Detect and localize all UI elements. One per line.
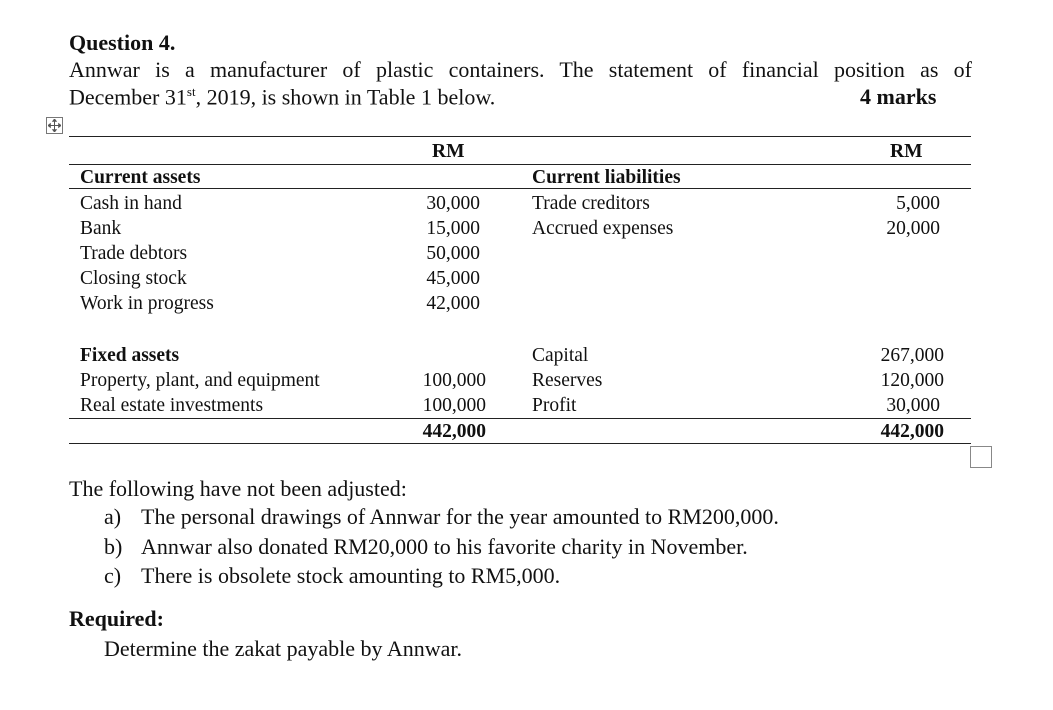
table-move-handle[interactable]: [46, 117, 63, 134]
list-item: Annwar also donated RM20,000 to his favorite charity in November.: [141, 534, 748, 559]
current-assets-heading: Current assets: [80, 167, 201, 188]
intro-date-text: December 31: [69, 84, 187, 110]
currency-header-left: RM: [432, 141, 465, 162]
table-row-value: 120,000: [880, 370, 944, 391]
currency-header-right: RM: [890, 141, 923, 162]
table-bottom-rule: [69, 443, 971, 444]
table-row-value: 20,000: [886, 218, 940, 239]
table-row-value: 30,000: [886, 395, 940, 416]
left-total-value: 442,000: [422, 421, 486, 442]
table-row-value: 100,000: [422, 370, 486, 391]
table-row-label: Closing stock: [80, 268, 187, 289]
current-liabilities-heading: Current liabilities: [532, 167, 681, 188]
table-row-label: Profit: [532, 395, 577, 416]
table-row-value: 50,000: [426, 243, 480, 264]
table-row-value: 45,000: [426, 268, 480, 289]
question-intro-line2: [69, 84, 495, 110]
table-row-value: 15,000: [426, 218, 480, 239]
table-row-label: Bank: [80, 218, 122, 239]
move-arrows-icon: [48, 119, 61, 132]
table-top-rule: [69, 136, 971, 137]
table-row-value: 100,000: [422, 395, 486, 416]
table-row-label: Real estate investments: [80, 395, 264, 416]
question-title: Question 4.: [69, 30, 176, 55]
table-row-value: 42,000: [426, 293, 480, 314]
table-row-label: Trade creditors: [532, 193, 650, 214]
table-row-value: 267,000: [880, 345, 944, 366]
list-item-marker: b): [104, 534, 123, 559]
list-item-marker: a): [104, 504, 122, 529]
adjustments-heading: The following have not been adjusted:: [69, 476, 407, 501]
table-row-label: Trade debtors: [80, 243, 188, 264]
list-item: The personal drawings of Annwar for the year amounted to RM200,000.: [141, 504, 779, 529]
list-item-marker: c): [104, 563, 122, 588]
question-marks: 4 marks: [860, 84, 937, 109]
table-row-value: 30,000: [426, 193, 480, 214]
intro-date-superscript: st: [186, 84, 196, 99]
table-row-label: Reserves: [532, 370, 603, 391]
intro-rest-text: , 2019, is shown in Table 1 below.: [195, 84, 496, 110]
table-resize-handle[interactable]: [970, 446, 992, 468]
table-header-rule: [69, 164, 971, 165]
fixed-assets-heading: Fixed assets: [80, 345, 180, 366]
table-row-label: Accrued expenses: [532, 218, 674, 239]
required-text: Determine the zakat payable by Annwar.: [104, 636, 462, 661]
section-heading-rule: [69, 188, 971, 189]
table-row-label: Property, plant, and equipment: [80, 370, 320, 391]
required-heading: Required:: [69, 606, 164, 631]
list-item: There is obsolete stock amounting to RM5,000.: [141, 563, 561, 588]
table-row-label: Work in progress: [80, 293, 214, 314]
table-row-label: Capital: [532, 345, 589, 366]
right-total-value: 442,000: [880, 421, 944, 442]
table-row-value: 5,000: [896, 193, 940, 214]
table-row-label: Cash in hand: [80, 193, 182, 214]
question-intro-line1: Annwar is a manufacturer of plastic containers. The statement of financial position as of: [69, 57, 972, 82]
